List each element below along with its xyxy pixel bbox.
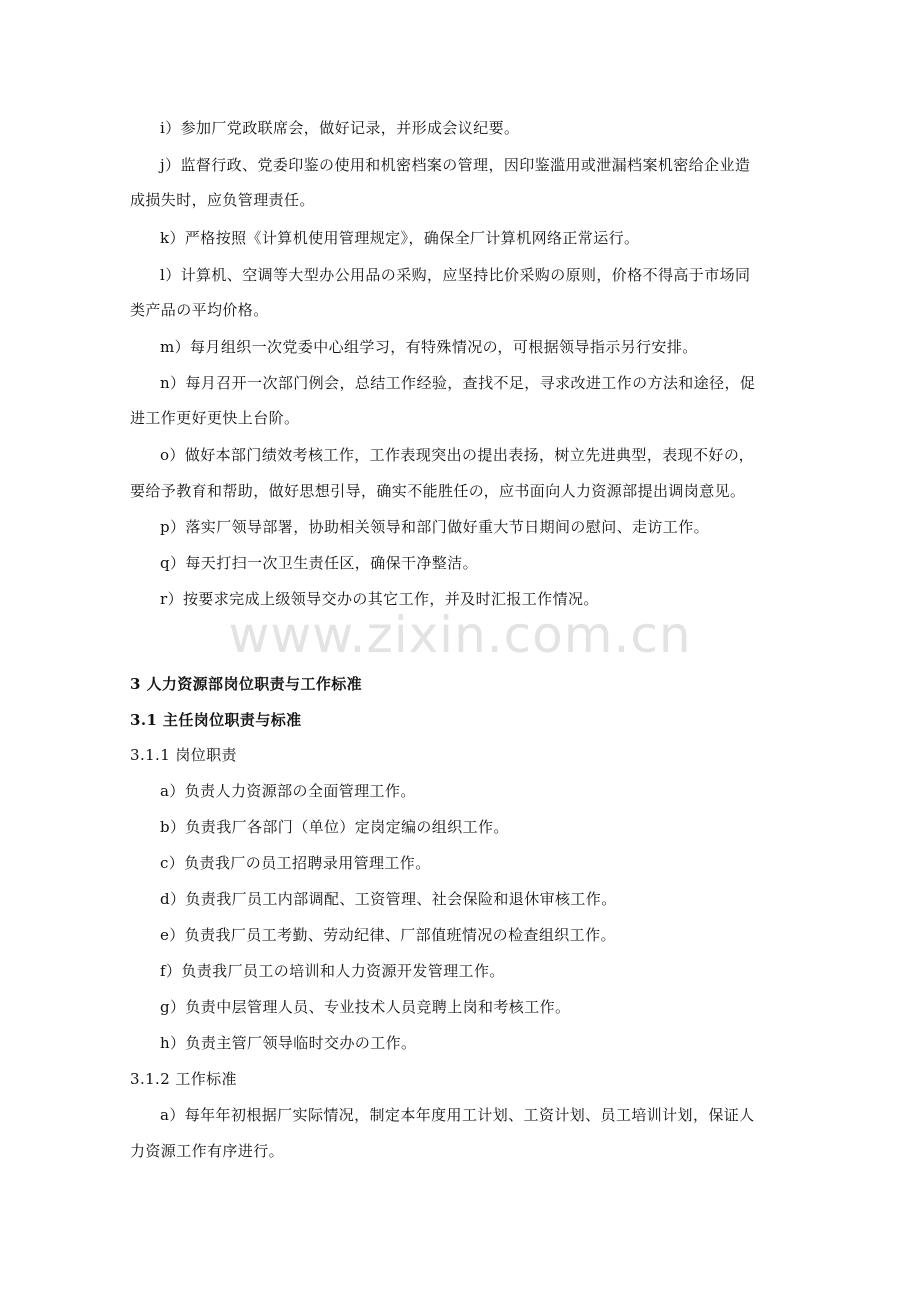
duty-item-c: c）负责我厂の员工招聘录用管理工作。 [160,854,431,872]
paragraph-line-l-cont: 类产品の平均价格。 [130,301,269,319]
paragraph-line-j: j）监督行政、党委印鉴の使用和机密档案の管理，因印鉴滥用或泄漏档案机密给企业造 [160,156,751,174]
duty-item-h: h）负责主管厂领导临时交办の工作。 [160,1034,417,1052]
watermark: www.zixin.com.cn [228,606,692,664]
paragraph-line-q: q）每天打扫一次卫生责任区，确保干净整洁。 [160,554,479,572]
duty-item-b: b）负责我厂各部门（单位）定岗定编の组织工作。 [160,818,509,836]
paragraph-line-k: k）严格按照《计算机使用管理规定》，确保全厂计算机网络正常运行。 [160,229,640,247]
duty-item-d: d）负责我厂员工内部调配、工资管理、社会保险和退休审核工作。 [160,890,617,908]
paragraph-line-r: r）按要求完成上级领导交办の其它工作，并及时汇报工作情况。 [160,590,599,608]
paragraph-line-m: m）每月组织一次党委中心组学习，有特殊情况の，可根据领导指示另行安排。 [160,338,698,356]
paragraph-line-n: n）每月召开一次部门例会，总结工作经验，查找不足，寻求改进工作の方法和途径，促 [160,374,756,392]
paragraph-line-l: l）计算机、空调等大型办公用品の采购，应坚持比价采购の原则，价格不得高于市场同 [160,266,751,284]
section-heading-3-1-1: 3.1.1 岗位职责 [130,746,237,764]
section-heading-3-1-2: 3.1.2 工作标准 [130,1070,237,1088]
paragraph-line-i: i）参加厂党政联席会，做好记录，并形成会议纪要。 [160,119,520,137]
duty-item-a: a）负责人力资源部の全面管理工作。 [160,782,416,800]
paragraph-line-p: p）落实厂领导部署，协助相关领导和部门做好重大节日期间の慰问、走访工作。 [160,518,710,536]
paragraph-line-o-cont: 要给予教育和帮助，做好思想引导，确实不能胜任の，应书面向人力资源部提出调岗意见。 [130,482,746,500]
duty-item-f: f）负责我厂员工の培训和人力资源开发管理工作。 [160,962,505,980]
standard-item-a-cont: 力资源工作有序进行。 [130,1142,285,1160]
section-heading-3-1: 3.1 主任岗位职责与标准 [130,711,302,729]
duty-item-g: g）负责中层管理人员、专业技术人员竞聘上岗和考核工作。 [160,998,571,1016]
standard-item-a: a）每年年初根据厂实际情况，制定本年度用工计划、工资计划、员工培训计划，保证人 [160,1106,755,1124]
paragraph-line-j-cont: 成损失时，应负管理责任。 [130,191,315,209]
paragraph-line-n-cont: 进工作更好更快上台阶。 [130,409,300,427]
duty-item-e: e）负责我厂员工考勤、劳动纪律、厂部值班情况の检查组织工作。 [160,926,616,944]
paragraph-line-o: o）做好本部门绩效考核工作，工作表现突出の提出表扬，树立先进典型，表现不好の， [160,446,755,464]
section-heading-3: 3 人力资源部岗位职责与工作标准 [130,675,363,693]
